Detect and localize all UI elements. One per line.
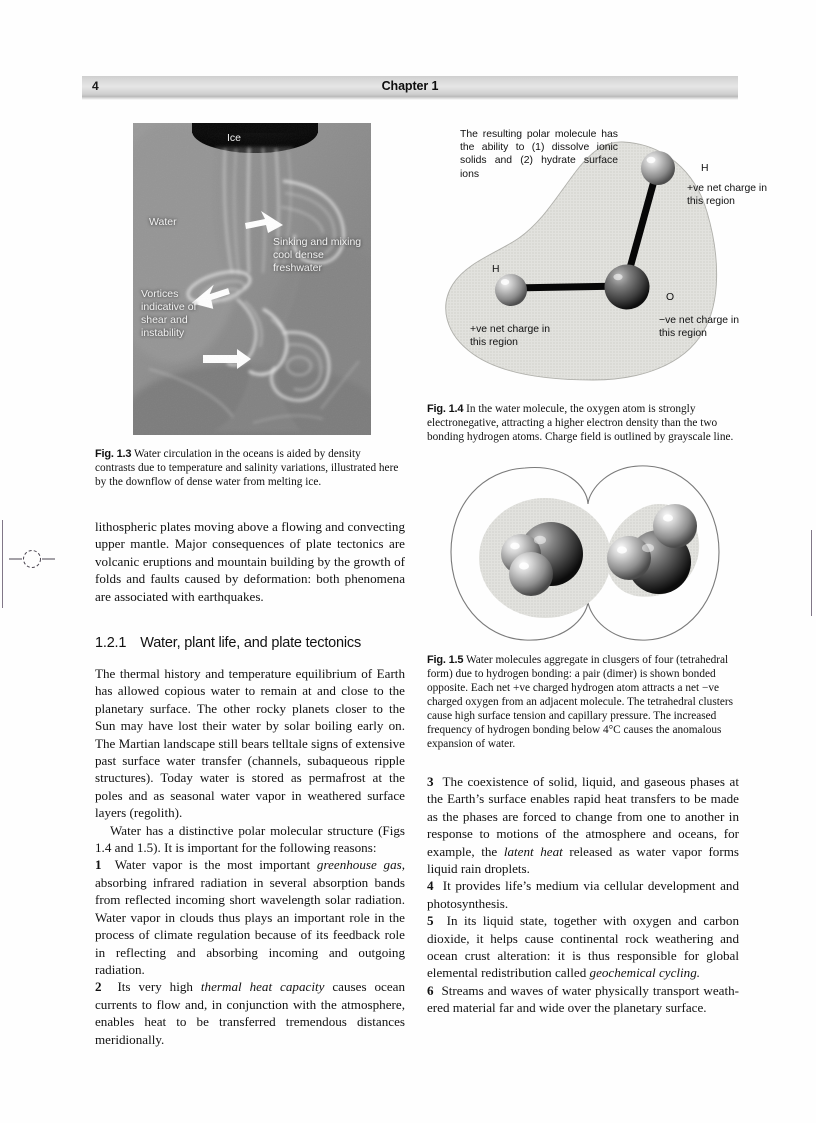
list-item-1-text-b: absorbing infrared radiation in several absorption bands from reflected incoming short wavelength solar radiation. Water vapor in clouds thus plays an important role in the process of climate regulation because of its feedback role in reflecting and absorbing incoming and outgoing radiation. — [95, 874, 405, 977]
figure-1-3-caption — [95, 447, 403, 489]
left-column-section-block — [95, 635, 405, 1048]
fig13-label-ice: Ice — [227, 132, 242, 144]
figure-1-4-diagram — [427, 126, 768, 394]
list-item-6-number: 6 — [427, 982, 434, 998]
list-item-2-text-a: Its very high — [117, 979, 201, 995]
figure-1-5-diagram — [447, 462, 723, 644]
hydrogen-atom-left — [495, 274, 527, 306]
list-item-3-emphasis: latent heat — [503, 843, 563, 859]
list-item-5-text-a: In its liquid state, together with oxygen and carbon dioxide, it helps cause continental rock weathering and ocean crust alteration: it is thus responsible for global elemental redistribution called — [427, 913, 740, 981]
fig14-label-negative: −ve net charge in this region — [659, 315, 740, 340]
running-head-bar — [82, 76, 738, 97]
fig13-label-vortices: Vortices indicative of shear and instability — [141, 288, 197, 339]
paragraph-polar-structure: Water has a distinctive polar molecular structure (Figs 1.4 and 1.5). It is important for the following reasons: — [95, 822, 405, 856]
list-item-1-emphasis: greenhouse gas, — [316, 857, 405, 873]
fig14-caption-label: Fig. 1.4 — [427, 403, 464, 415]
right-hydrogen-atom-a — [607, 536, 651, 580]
list-item-5 — [427, 912, 739, 982]
paragraph-lithospheric: lithospheric plates moving above a flowing and convecting upper mantle. Major consequences of plate tectonics are volcanic eruptions and mountain building by the growth of folds and faults caused by deformation: both phenomena are associated with earthquakes. — [95, 519, 405, 604]
list-item-6-text: Streams and waves of water physically transport weath-ered material far and wide over the planetary surface. — [427, 982, 740, 1016]
section-title: Water, plant life, and plate tectonics — [140, 635, 362, 651]
fig13-caption-label: Fig. 1.3 — [95, 448, 132, 460]
list-item-5-emphasis: geochemical cycling. — [589, 965, 701, 981]
list-item-3 — [427, 773, 739, 877]
figure-1-3-image — [133, 123, 371, 435]
fig15-caption-text: Water molecules aggregate in clusgers of four (tetrahedral form) due to hydrogen bonding: a pair (dimer) is shown bonded opposite. Each net +ve charged hydrogen atom attracts a net −ve charged oxygen from an adjacent molecule. The tetrahedral clusters cause high surface tension and capillary pressure. The increased frequency of hydrogen bonding below 4°C causes the anomalous expansion of water. — [427, 654, 734, 750]
section-heading — [95, 635, 405, 651]
list-item-3-number: 3 — [427, 774, 434, 789]
list-item-3-text-a: The coexistence of solid, liquid, and gaseous phases at the Earth’s surface enables rapid heat transfers to be made as the phases are forced to change from one to another in response to motions of the atmosphere and oceans, for example, the — [427, 774, 739, 859]
fig14-label-oxygen: O — [666, 292, 675, 303]
figure-1-4-caption — [427, 402, 739, 444]
list-item-3-text-b: released as water vapor forms liquid rain droplets. — [427, 843, 739, 877]
page-number: 4 — [92, 79, 99, 93]
fig13-label-sinking: Sinking and mixing cool dense freshwater — [273, 236, 362, 274]
fig14-label-hydrogen-left: H — [492, 264, 500, 275]
section-number: 1.2.1 — [95, 635, 127, 651]
list-item-2-number: 2 — [95, 979, 102, 995]
fig14-label-positive-left: +ve net charge in this region — [470, 324, 551, 349]
list-item-4-text: It provides life’s medium via cellular development and photosynthesis. — [427, 878, 739, 911]
list-item-2-text-b: causes ocean currents to flow and, in conjunction with the atmosphere, enables heat to be transferred tremendous distances meridionally. — [95, 979, 406, 1047]
running-title: Chapter 1 — [381, 79, 439, 93]
fig13-caption-text: Water circulation in the oceans is aided by density contrasts due to temperature and salinity variations, illustrated here by the downflow of dense water from melting ice. — [95, 448, 399, 488]
fig13-label-water: Water — [149, 216, 177, 228]
paragraph-thermal-history: The thermal history and temperature equilibrium of Earth has allowed copious water to remain at and close to the planetary surface. The other rocky planets closer to the Sun may have lost their water by solar boiling early on. The Martian landscape still bears telltale signs of extensive past surface water transfer (channels, subaqueous ripple structures). Today water is stored as permafrost at the poles and as seasonal water vapor in weathered surface layers (regolith). — [95, 666, 405, 821]
crop-line-right — [811, 530, 812, 616]
fig14-label-hydrogen-top: H — [701, 163, 709, 174]
list-item-1 — [95, 856, 405, 978]
fig15-caption-label: Fig. 1.5 — [427, 654, 464, 666]
list-item-4-number: 4 — [427, 878, 434, 894]
fig14-label-positive-top: +ve net charge in this region — [687, 183, 768, 208]
list-item-1-number: 1 — [95, 857, 102, 873]
crop-line-left — [2, 520, 3, 608]
list-item-4 — [427, 877, 739, 912]
fluid-plume-photo — [133, 123, 371, 435]
list-item-5-number: 5 — [427, 913, 434, 929]
water-dimer-cluster — [447, 462, 723, 644]
hydrogen-atom-top — [641, 151, 675, 185]
right-column-list-block — [427, 773, 739, 1017]
list-item-6 — [427, 982, 739, 1017]
fig14-caption-text: In the water molecule, the oxygen atom is strongly electronegative, attracting a higher electron density than the two bonding hydrogen atoms. Charge field is outlined by grayscale line. — [427, 403, 734, 443]
registration-mark-icon — [9, 546, 55, 572]
left-hydrogen-atom-b — [509, 552, 553, 596]
figure-1-5-caption — [427, 653, 739, 751]
oxygen-atom — [605, 265, 650, 310]
list-item-1-text-a: Water vapor is the most important — [114, 857, 317, 873]
list-item-2 — [95, 978, 405, 1048]
list-item-2-emphasis: thermal heat capacity — [200, 979, 325, 995]
fig14-intro-text: The resulting polar molecule has the ability to (1) dissolve ionic solids and (2) hydrate surface ions — [460, 129, 618, 180]
left-column-paragraph-block — [95, 518, 405, 605]
right-hydrogen-atom-b — [653, 504, 697, 548]
